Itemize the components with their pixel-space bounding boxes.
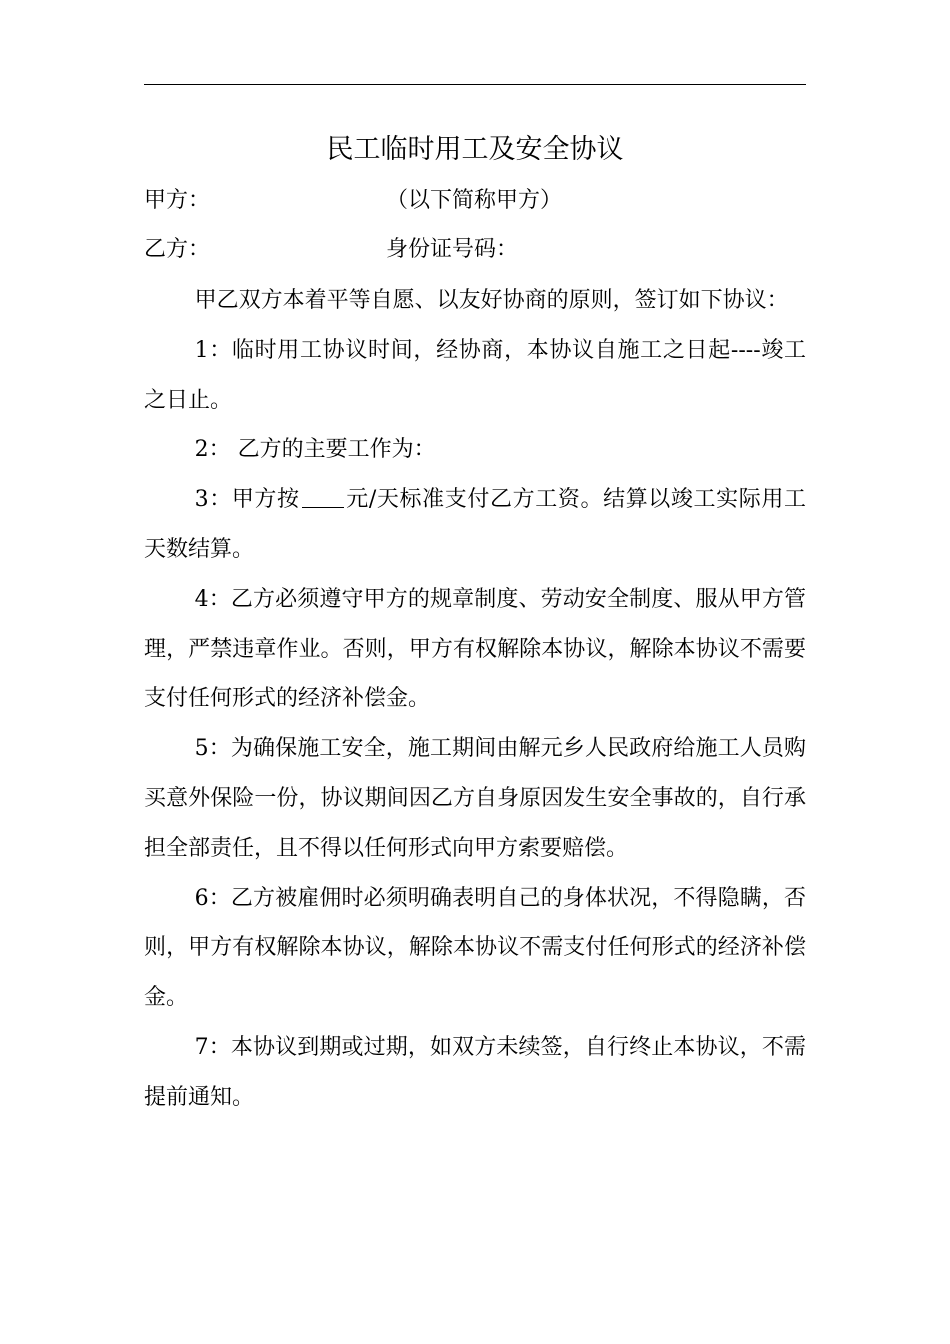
clause-1: 1：临时用工协议时间，经协商，本协议自施工之日起----竣工之日止。 xyxy=(144,337,806,413)
agreement-body xyxy=(144,276,806,1123)
clause-3-after: 元/天标准支付乙方工资。结算以竣工实际用工天数结算。 xyxy=(144,487,806,562)
party-b-id-label: 身份证号码： xyxy=(386,237,519,262)
clause-2: 2： 乙方的主要工作为： xyxy=(194,437,436,463)
clause-6: 6：乙方被雇佣时必须明确表明自己的身体状况，不得隐瞒，否则，甲方有权解除本协议，解除本协议不需支付任何形式的经济补偿金。 xyxy=(144,885,806,1011)
party-a-note: （以下简称甲方） xyxy=(386,188,563,213)
clause-5: 5：为确保施工安全，施工期间由解元乡人民政府给施工人员购买意外保险一份，协议期间因乙方自身原因发生安全事故的，自行承担全部责任，且不得以任何形式向甲方索要赔偿。 xyxy=(144,736,806,861)
document-title: 民工临时用工及安全协议 xyxy=(326,134,624,165)
wage-blank xyxy=(302,487,344,508)
clause-3 xyxy=(144,475,806,575)
party-a-row xyxy=(144,176,806,226)
clause-3-before: 3：甲方按 xyxy=(194,487,300,513)
clause-4: 4：乙方必须遵守甲方的规章制度、劳动安全制度、服从甲方管理，严禁违章作业。否则，甲方有权解除本协议，解除本协议不需要支付任何形式的经济补偿金。 xyxy=(144,586,806,712)
party-a-label: 甲方： xyxy=(144,188,211,213)
clause-7: 7：本协议到期或过期，如双方未续签，自行终止本协议，不需提前通知。 xyxy=(144,1034,806,1110)
party-b-row xyxy=(144,225,806,275)
header-rule xyxy=(144,84,806,85)
intro-paragraph: 甲乙双方本着平等自愿、以友好协商的原则，签订如下协议： xyxy=(194,288,789,313)
party-b-label: 乙方： xyxy=(144,237,211,262)
